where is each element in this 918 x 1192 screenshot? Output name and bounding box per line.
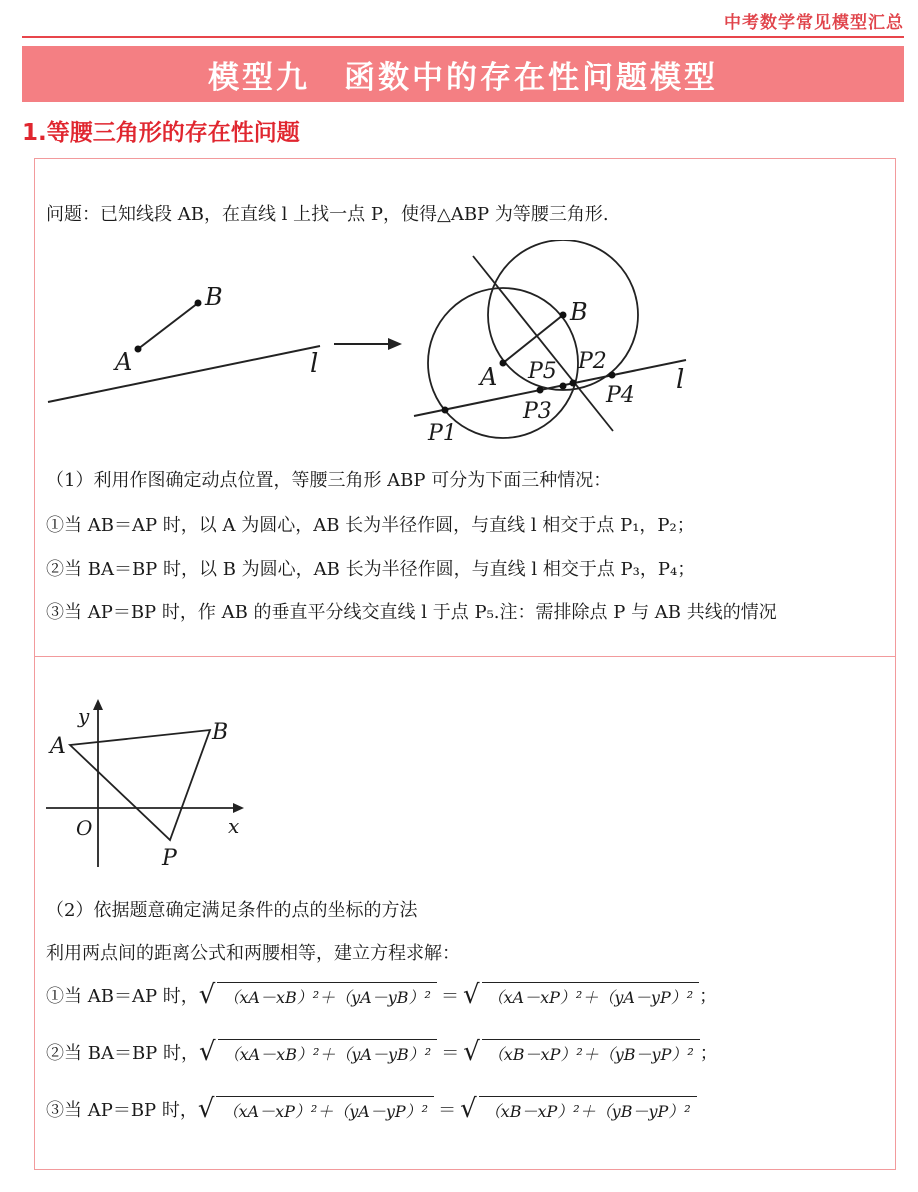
part1-intro: （1）利用作图确定动点位置，等腰三角形 ABP 可分为下面三种情况： [46,470,612,491]
label-b-right: B [570,298,588,326]
segment-ab-left [138,303,198,349]
title-banner [22,46,904,102]
point-p1 [442,407,449,414]
sqrt-icon: √ [198,980,216,1010]
case3-text: ③当 AP＝BP 时，作 AB 的垂直平分线交直线 l 于点 P₅.注：需排除点 P 与 AB 共线的情况 [46,602,777,623]
point-p2 [570,380,577,387]
header-tag: 中考数学常见模型汇总 [724,13,904,33]
equals-sign: ＝ [438,1100,457,1121]
problem-text: 问题：已知线段 AB，在直线 l 上找一点 P，使得△ABP 为等腰三角形. [46,204,609,225]
banner-title: 模型九 函数中的存在性问题模型 [208,59,718,96]
label-l-left: l [310,349,319,379]
eq1-left: （xA－xB）²＋（yA－yB）² [217,982,437,1008]
label-b-left: B [205,283,223,311]
label-l-right: l [676,365,685,395]
part2-method: 利用两点间的距离公式和两腰相等，建立方程求解： [46,943,460,964]
eq1-prefix: ①当 AB＝AP 时， [46,986,199,1007]
label-b: B [212,720,229,745]
eq2-prefix: ②当 BA＝BP 时， [46,1043,200,1064]
eq2-left: （xA－xB）²＋（yA－yB）² [218,1039,438,1065]
equals-sign: ＝ [440,986,459,1007]
equation-1 [46,982,717,1008]
label-p5: P5 [528,359,557,384]
line-l-left [48,346,320,402]
eq3-right: （xB－xP）²＋（yB－yP）² [479,1096,697,1122]
label-o: O [76,816,93,840]
label-y: y [78,704,90,728]
label-x: x [228,814,240,838]
sqrt-icon: √ [463,1037,480,1067]
label-p1: P1 [428,421,457,446]
header-rule [22,36,904,38]
sqrt-icon: √ [462,980,480,1010]
point-p5 [560,383,567,390]
point-p3 [537,387,544,394]
segment-ab-right [503,315,563,363]
point-b-right [560,312,567,319]
sqrt-icon: √ [460,1094,477,1124]
eq3-left: （xA－xP）²＋（yA－yP）² [216,1096,434,1122]
equals-sign: ＝ [441,1043,460,1064]
eq3-prefix: ③当 AP＝BP 时， [46,1100,198,1121]
section-title: 1.等腰三角形的存在性问题 [22,120,300,146]
label-a: A [50,734,66,759]
label-a-left: A [115,348,133,376]
label-p: P [162,846,177,871]
eq2-right: （xB－xP）²＋（yB－yP）² [482,1039,700,1065]
eq1-end: ； [699,986,718,1007]
point-p4 [609,372,616,379]
x-axis-arrow [233,803,244,813]
part2-intro: （2）依据题意确定满足条件的点的坐标的方法 [46,900,418,921]
box-divider [34,656,896,657]
point-a-left [135,346,142,353]
label-a-right: A [480,363,498,391]
figure-coordinate [40,695,260,875]
equation-3 [46,1096,697,1122]
case1-text: ①当 AB＝AP 时，以 A 为圆心，AB 长为半径作圆，与直线 l 相交于点 P₁，P₂； [46,515,695,536]
label-p3: P3 [523,399,552,424]
label-p2: P2 [578,349,607,374]
y-axis-arrow [93,699,103,710]
figure-construction [40,240,700,450]
point-b-left [195,300,202,307]
eq2-end: ； [699,1043,718,1064]
label-p4: P4 [606,383,635,408]
equation-2 [46,1039,718,1065]
sqrt-icon: √ [197,1094,215,1124]
eq1-right: （xA－xP）²＋（yA－yP）² [482,982,700,1008]
case2-text: ②当 BA＝BP 时，以 B 为圆心，AB 长为半径作圆，与直线 l 相交于点 P₃，P₄； [46,559,696,580]
sqrt-icon: √ [199,1037,216,1067]
arrow-head [388,338,402,350]
point-a-right [500,360,507,367]
